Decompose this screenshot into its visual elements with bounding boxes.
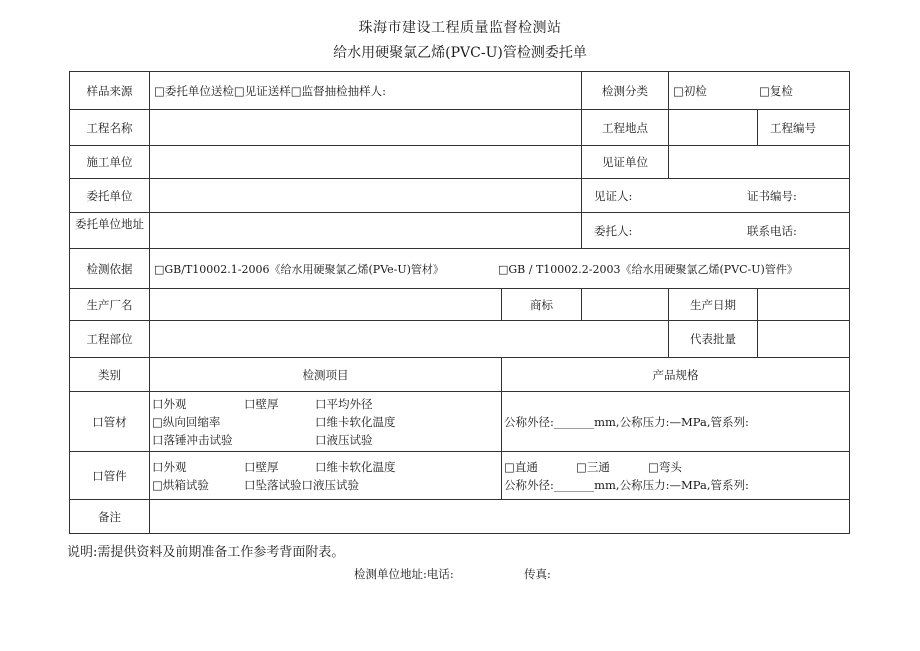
contact-phone-label: 联系电话: <box>747 223 797 238</box>
sample-source-options[interactable]: □委托单位送检□见证送样□监督抽检抽样人: <box>150 72 582 110</box>
trademark-field[interactable] <box>582 289 669 321</box>
pipe-test-items <box>150 392 502 452</box>
client-person-label: 委托人: <box>594 223 633 238</box>
client-address-label: 委托单位地址 <box>70 213 150 249</box>
commission-form-table <box>69 71 850 534</box>
trademark-label: 商标 <box>502 289 582 321</box>
fitting-category-label: 口管件 <box>70 452 150 500</box>
pipe-item-impact[interactable]: 口落锤冲击试验 <box>152 432 233 447</box>
pipe-item-appearance[interactable]: 口外观 <box>152 396 187 411</box>
pipe-category-label: 口管材 <box>70 392 150 452</box>
basis-label: 检测依据 <box>70 249 150 289</box>
footer-contact <box>354 566 551 582</box>
pipe-item-mean-diameter[interactable]: 口平均外径 <box>315 396 373 411</box>
pipe-item-hydraulic[interactable]: 口液压试验 <box>315 432 373 447</box>
fitting-item-vicat[interactable]: 口维卡软化温度 <box>315 459 396 474</box>
fitting-test-items <box>150 452 502 500</box>
project-number-label: 工程编号 <box>770 120 816 135</box>
explanation-note: 说明:需提供资料及前期准备工作参考背面附表。 <box>67 545 345 560</box>
fitting-item-wall-thickness[interactable]: 口壁厚 <box>244 459 279 474</box>
items-header: 检测项目 <box>150 358 502 392</box>
client-address-field[interactable] <box>150 213 582 249</box>
certificate-no-label: 证书编号: <box>747 188 797 203</box>
witness-unit-field[interactable] <box>669 146 850 179</box>
footer-fax: 传真: <box>524 567 551 581</box>
fitting-type-elbow[interactable]: □弯头 <box>648 459 682 474</box>
project-part-label: 工程部位 <box>70 321 150 358</box>
batch-label: 代表批量 <box>669 321 758 357</box>
client-unit-field[interactable] <box>150 179 582 213</box>
fitting-item-oven[interactable]: □烘箱试验 <box>152 477 209 492</box>
retest-checkbox[interactable]: □复检 <box>759 83 793 98</box>
project-location-field[interactable] <box>669 110 758 145</box>
batch-field[interactable] <box>758 321 849 357</box>
client-person-info <box>582 213 850 249</box>
first-test-checkbox[interactable]: □初检 <box>673 83 707 98</box>
fitting-type-straight[interactable]: □直通 <box>504 459 538 474</box>
fitting-item-drop-hydraulic[interactable]: 口坠落试验口液压试验 <box>244 477 359 492</box>
sample-source-label: 样品来源 <box>70 72 150 110</box>
spec-header: 产品规格 <box>502 358 850 392</box>
test-category-options[interactable] <box>669 72 850 110</box>
project-name-label: 工程名称 <box>70 110 150 146</box>
project-location-label: 工程地点 <box>582 110 669 146</box>
witness-unit-label: 见证单位 <box>582 146 669 179</box>
project-part-field[interactable] <box>150 321 669 358</box>
pipe-spec[interactable]: 公称外径:_______mm,公称压力:—MPa,管系列: <box>502 392 850 452</box>
basis-options <box>150 249 850 289</box>
witness-person-label: 见证人: <box>594 188 633 203</box>
client-unit-label: 委托单位 <box>70 179 150 213</box>
construction-unit-label: 施工单位 <box>70 146 150 179</box>
construction-unit-field[interactable] <box>150 146 582 179</box>
fitting-type-tee[interactable]: □三通 <box>576 459 610 474</box>
org-title: 珠海市建设工程质量监督检测站 <box>358 20 562 36</box>
test-category-label: 检测分类 <box>582 72 669 110</box>
footer-address-phone: 检测单位地址:电话: <box>354 567 454 581</box>
remarks-label: 备注 <box>70 500 150 534</box>
category-header: 类别 <box>70 358 150 392</box>
pipe-item-shrinkage[interactable]: □纵向回缩率 <box>152 414 221 429</box>
pipe-item-wall-thickness[interactable]: 口壁厚 <box>244 396 279 411</box>
basis-option-pipe[interactable]: □GB/T10002.1-2006《给水用硬聚氯乙烯(PVe-U)管材》 <box>154 262 444 276</box>
remarks-field[interactable] <box>150 500 850 534</box>
pipe-item-vicat[interactable]: 口维卡软化温度 <box>315 414 396 429</box>
witness-info <box>582 179 850 213</box>
form-title: 给水用硬聚氯乙烯(PVC-U)管检测委托单 <box>333 45 587 61</box>
fitting-spec-cell <box>502 452 850 500</box>
basis-option-fitting[interactable]: □GB / T10002.2-2003《给水用硬聚氯乙烯(PVC-U)管件》 <box>498 262 798 276</box>
fitting-item-appearance[interactable]: 口外观 <box>152 459 187 474</box>
production-date-label: 生产日期 <box>669 289 758 320</box>
project-name-field[interactable] <box>150 110 582 146</box>
manufacturer-label: 生产厂名 <box>70 289 150 321</box>
production-date-field[interactable] <box>758 289 849 320</box>
manufacturer-field[interactable] <box>150 289 502 321</box>
fitting-spec[interactable]: 公称外径:_______mm,公称压力:—MPa,管系列: <box>504 477 749 492</box>
